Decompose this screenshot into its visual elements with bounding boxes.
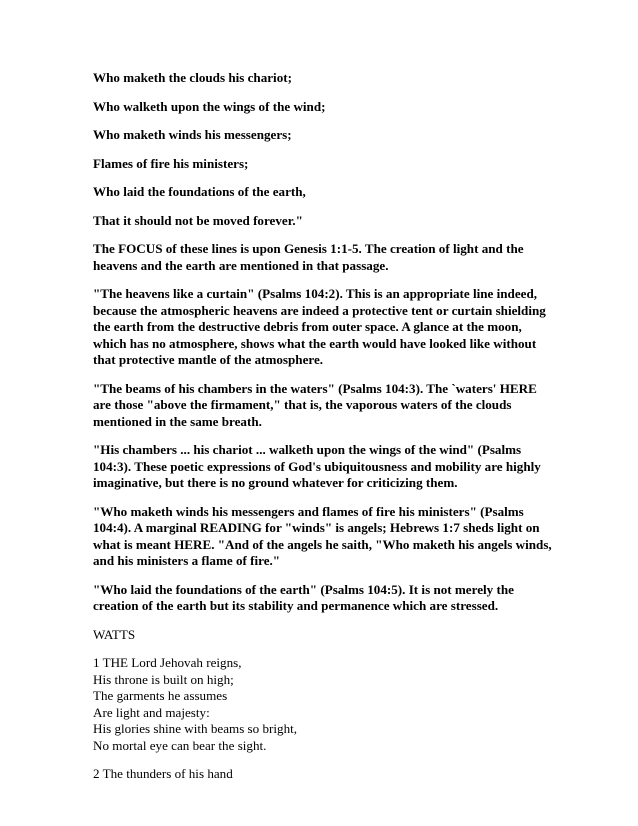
hymn-verse xyxy=(93,655,553,754)
verse-line: Who maketh the clouds his chariot; xyxy=(93,70,292,85)
commentary-paragraph: "Who laid the foundations of the earth" (Psalms 104:5). It is not merely the creation of the earth but its stability and permanence which are stressed. xyxy=(93,581,514,613)
hymn-line: The garments he assumes xyxy=(93,688,228,703)
hymn-line: No mortal eye can bear the sight. xyxy=(93,737,267,753)
hymn-line: His throne is built on high; xyxy=(93,671,234,687)
hymn-line: His glories shine with beams so bright, xyxy=(93,721,298,736)
section-heading: WATTS xyxy=(93,626,136,642)
commentary-paragraph: "His chambers ... his chariot ... walketh upon the wings of the wind" (Psalms 104:3). These poetic expressions of God's ubiquitousness and mobility are highly imaginative, but there is no ground whatever for criticizing them. xyxy=(93,442,541,490)
commentary-paragraph: "The heavens like a curtain" (Psalms 104:2). This is an appropriate line indeed, because the atmospheric heavens are indeed a protective tent or curtain shielding the earth from the destructive debris from outer space. A glance at the moon, which has no atmosphere, shows what the earth would have looked like without that protective mantle of the atmosphere. xyxy=(93,286,546,367)
hymn-line: Are light and majesty: xyxy=(93,704,210,720)
hymn-verse-start: 2 The thunders of his hand xyxy=(93,766,233,781)
commentary-paragraph: "The beams of his chambers in the waters" (Psalms 104:3). The `waters' HERE are those "above the firmament," that is, the vaporous waters of the clouds mentioned in the same breath. xyxy=(93,380,537,429)
verse-line: Who maketh winds his messengers; xyxy=(93,127,292,142)
document-body xyxy=(93,70,553,795)
commentary-paragraph: "Who maketh winds his messengers and flames of fire his ministers" (Psalms 104:4). A marginal READING for "winds" is angels; Hebrews 1:7 sheds light on what is meant HERE. "And of the angels he saith, "Who maketh his angels winds, and his ministers a flame of fire." xyxy=(93,503,552,568)
hymn-line: 1 THE Lord Jehovah reigns, xyxy=(93,655,242,670)
commentary-paragraph: The FOCUS of these lines is upon Genesis 1:1-5. The creation of light and the heavens and the earth are mentioned in that passage. xyxy=(93,241,524,273)
verse-line: Who laid the foundations of the earth, xyxy=(93,184,306,199)
verse-line: That it should not be moved forever." xyxy=(93,212,303,228)
verse-line: Who walketh upon the wings of the wind; xyxy=(93,98,326,114)
verse-line: Flames of fire his ministers; xyxy=(93,155,249,171)
